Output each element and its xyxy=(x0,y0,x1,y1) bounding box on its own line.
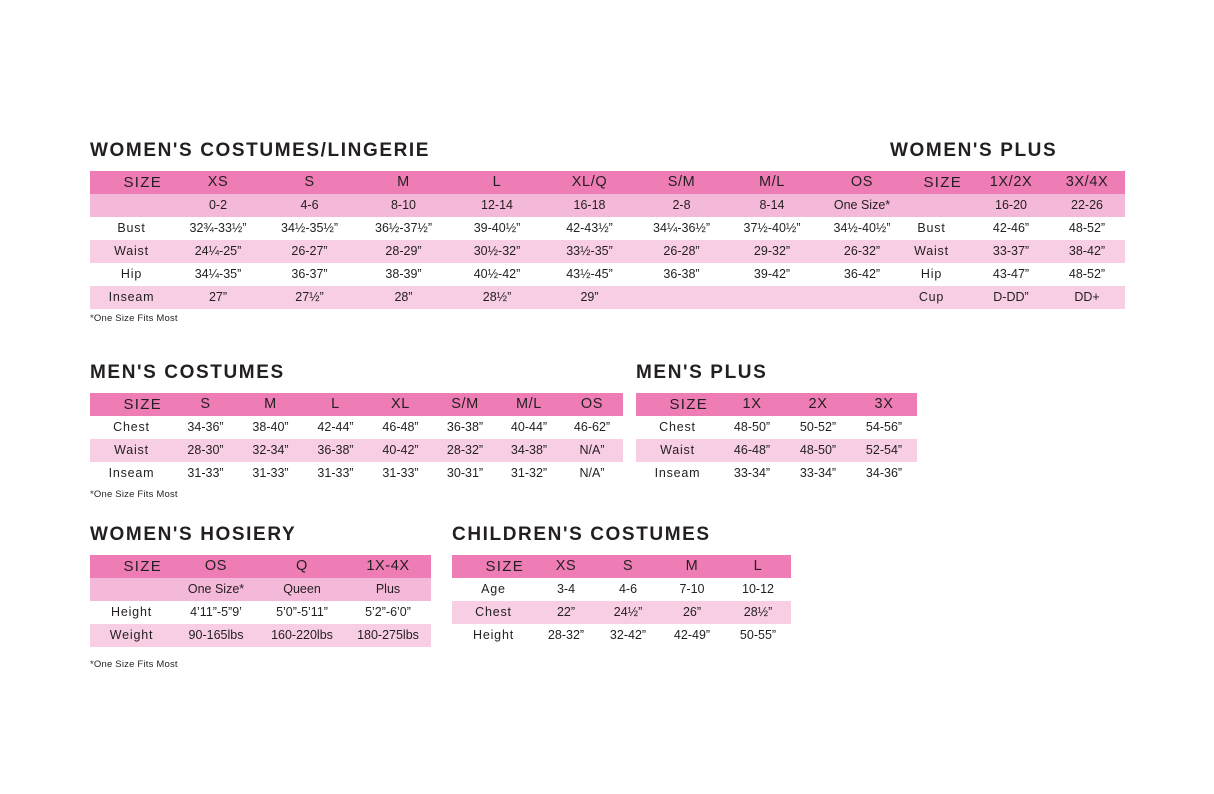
table-header-row xyxy=(890,171,1125,194)
cell: 26-28” xyxy=(636,240,727,263)
cell: 42-49” xyxy=(659,624,725,647)
cell: 38-39” xyxy=(356,263,451,286)
table-subheader-row xyxy=(890,194,1125,217)
cell: 34-36” xyxy=(851,462,917,485)
size-col-m: M xyxy=(659,555,725,578)
size-col-ml: M/L xyxy=(497,393,561,416)
mens-plus-title: MEN'S PLUS xyxy=(636,362,768,383)
row-label-waist: Waist xyxy=(890,240,973,263)
mens-plus-block xyxy=(636,362,917,485)
numeric-col-1x2x: 16-20 xyxy=(973,194,1049,217)
cell: 40½-42” xyxy=(451,263,543,286)
cell: 40-44” xyxy=(497,416,561,439)
table-row xyxy=(636,439,917,462)
numeric-col-xlq: 16-18 xyxy=(543,194,636,217)
cell: N/A” xyxy=(561,462,623,485)
cell: 28-29” xyxy=(356,240,451,263)
cell: 37½-40½” xyxy=(727,217,817,240)
cell: 48-50” xyxy=(785,439,851,462)
cell: 31-33” xyxy=(368,462,433,485)
size-col-1x2x: 1X/2X xyxy=(973,171,1049,194)
row-label-chest: Chest xyxy=(636,416,719,439)
cell: 32-34” xyxy=(238,439,303,462)
womens-costumes-table xyxy=(90,171,907,309)
cell: 30½-32” xyxy=(451,240,543,263)
row-label-waist: Waist xyxy=(90,439,173,462)
table-row xyxy=(90,217,907,240)
cell: 3-4 xyxy=(535,578,597,601)
size-label: SIZE xyxy=(636,393,719,416)
cell: 28-30” xyxy=(173,439,238,462)
row-label-bust: Bust xyxy=(890,217,973,240)
table-row xyxy=(90,462,623,485)
size-col-2x: 2X xyxy=(785,393,851,416)
footnote: *One Size Fits Most xyxy=(90,313,178,324)
cell: 40-42” xyxy=(368,439,433,462)
row-label-hip: Hip xyxy=(890,263,973,286)
cell: 31-33” xyxy=(303,462,368,485)
size-col-m: M xyxy=(238,393,303,416)
numeric-col-ml: 8-14 xyxy=(727,194,817,217)
cell: 10-12 xyxy=(725,578,791,601)
cell: 39-40½” xyxy=(451,217,543,240)
cell: 48-52” xyxy=(1049,263,1125,286)
cell: 43½-45” xyxy=(543,263,636,286)
table-row xyxy=(90,439,623,462)
cell: 46-48” xyxy=(368,416,433,439)
cell: 33½-35” xyxy=(543,240,636,263)
row-label-inseam: Inseam xyxy=(90,286,173,309)
cell: 24½” xyxy=(597,601,659,624)
sub-empty xyxy=(90,194,173,217)
size-label: SIZE xyxy=(90,171,173,194)
cell: 48-52” xyxy=(1049,217,1125,240)
cell: 36-37” xyxy=(263,263,356,286)
sub-empty xyxy=(890,194,973,217)
cell: 31-33” xyxy=(173,462,238,485)
numeric-col-s: 4-6 xyxy=(263,194,356,217)
size-col-s: S xyxy=(597,555,659,578)
cell: 34¼-35” xyxy=(173,263,263,286)
womens-plus-block xyxy=(890,140,1125,309)
cell: 28-32” xyxy=(535,624,597,647)
cell: 5’2”-6’0” xyxy=(345,601,431,624)
cell: 46-62” xyxy=(561,416,623,439)
numeric-col-os: One Size* xyxy=(817,194,907,217)
cell: 33-37” xyxy=(973,240,1049,263)
size-col-l: L xyxy=(725,555,791,578)
womens-plus-title: WOMEN'S PLUS xyxy=(890,140,1058,161)
size-col-3x4x: 3X/4X xyxy=(1049,171,1125,194)
childrens-costumes-title: CHILDREN'S COSTUMES xyxy=(452,524,711,545)
cell: 38-42” xyxy=(1049,240,1125,263)
size-label: SIZE xyxy=(452,555,535,578)
cell: 28-32” xyxy=(433,439,497,462)
cell: 36½-37½” xyxy=(356,217,451,240)
cell: 31-33” xyxy=(238,462,303,485)
cell: 32¾-33½” xyxy=(173,217,263,240)
size-label: SIZE xyxy=(90,555,173,578)
cell: 28½” xyxy=(451,286,543,309)
table-header-row xyxy=(90,393,623,416)
cell: 29-32” xyxy=(727,240,817,263)
cell: 43-47” xyxy=(973,263,1049,286)
sub-col-1x4x: Plus xyxy=(345,578,431,601)
table-row xyxy=(452,601,791,624)
cell: 27½” xyxy=(263,286,356,309)
cell: 5’0”-5’11” xyxy=(259,601,345,624)
cell: 28” xyxy=(356,286,451,309)
table-row xyxy=(890,217,1125,240)
childrens-costumes-table xyxy=(452,555,791,647)
size-col-os: OS xyxy=(561,393,623,416)
cell: 38-40” xyxy=(238,416,303,439)
row-label-waist: Waist xyxy=(90,240,173,263)
size-col-m: M xyxy=(356,171,451,194)
cell: 48-50” xyxy=(719,416,785,439)
cell: 32-42” xyxy=(597,624,659,647)
row-label-bust: Bust xyxy=(90,217,173,240)
size-col-l: L xyxy=(303,393,368,416)
table-subheader-row xyxy=(90,578,431,601)
size-col-ml: M/L xyxy=(727,171,817,194)
cell: 7-10 xyxy=(659,578,725,601)
cell: 26” xyxy=(659,601,725,624)
row-label-hip: Hip xyxy=(90,263,173,286)
size-col-s: S xyxy=(173,393,238,416)
table-row xyxy=(890,263,1125,286)
mens-costumes-block xyxy=(90,362,623,500)
cell: N/A” xyxy=(561,439,623,462)
cell: DD+ xyxy=(1049,286,1125,309)
cell: 22” xyxy=(535,601,597,624)
numeric-col-xs: 0-2 xyxy=(173,194,263,217)
table-row xyxy=(636,462,917,485)
cell: 50-52” xyxy=(785,416,851,439)
table-row xyxy=(452,624,791,647)
size-col-xs: XS xyxy=(535,555,597,578)
cell: 34-38” xyxy=(497,439,561,462)
size-label: SIZE xyxy=(890,171,973,194)
row-label-inseam: Inseam xyxy=(90,462,173,485)
cell: 4-6 xyxy=(597,578,659,601)
row-label-inseam: Inseam xyxy=(636,462,719,485)
cell: 34½-40½” xyxy=(817,217,907,240)
table-row xyxy=(90,416,623,439)
row-label-age: Age xyxy=(452,578,535,601)
cell: 36-38” xyxy=(636,263,727,286)
table-row xyxy=(636,416,917,439)
table-row xyxy=(90,624,431,647)
mens-costumes-table xyxy=(90,393,623,485)
table-row xyxy=(452,578,791,601)
row-label-weight: Weight xyxy=(90,624,173,647)
womens-hosiery-block xyxy=(90,524,431,670)
table-subheader-row xyxy=(90,194,907,217)
size-col-os: OS xyxy=(173,555,259,578)
numeric-col-l: 12-14 xyxy=(451,194,543,217)
cell: 180-275lbs xyxy=(345,624,431,647)
cell: 160-220lbs xyxy=(259,624,345,647)
size-col-xl: XL xyxy=(368,393,433,416)
womens-costumes-title: WOMEN'S COSTUMES/LINGERIE xyxy=(90,140,431,161)
cell: 33-34” xyxy=(719,462,785,485)
mens-plus-table xyxy=(636,393,917,485)
size-col-xs: XS xyxy=(173,171,263,194)
size-col-os: OS xyxy=(817,171,907,194)
numeric-col-sm: 2-8 xyxy=(636,194,727,217)
cell: 39-42” xyxy=(727,263,817,286)
womens-hosiery-title: WOMEN'S HOSIERY xyxy=(90,524,297,545)
size-col-sm: S/M xyxy=(433,393,497,416)
size-col-sm: S/M xyxy=(636,171,727,194)
table-row xyxy=(890,240,1125,263)
footnote: *One Size Fits Most xyxy=(90,489,178,500)
cell: 33-34” xyxy=(785,462,851,485)
row-label-height: Height xyxy=(90,601,173,624)
cell: 36-42” xyxy=(817,263,907,286)
row-label-cup: Cup xyxy=(890,286,973,309)
cell: 31-32” xyxy=(497,462,561,485)
cell: 54-56” xyxy=(851,416,917,439)
womens-hosiery-table xyxy=(90,555,431,647)
childrens-costumes-block xyxy=(452,524,791,647)
size-col-3x: 3X xyxy=(851,393,917,416)
cell: 26-27” xyxy=(263,240,356,263)
cell: 28½” xyxy=(725,601,791,624)
cell: 34¼-36½” xyxy=(636,217,727,240)
cell: D-DD” xyxy=(973,286,1049,309)
size-col-xlq: XL/Q xyxy=(543,171,636,194)
cell: 42-44” xyxy=(303,416,368,439)
size-col-l: L xyxy=(451,171,543,194)
numeric-col-3x4x: 22-26 xyxy=(1049,194,1125,217)
sub-empty xyxy=(90,578,173,601)
cell: 27” xyxy=(173,286,263,309)
cell xyxy=(727,286,817,309)
cell: 42-43½” xyxy=(543,217,636,240)
cell: 24¼-25” xyxy=(173,240,263,263)
size-col-s: S xyxy=(263,171,356,194)
row-label-waist: Waist xyxy=(636,439,719,462)
table-row xyxy=(90,601,431,624)
row-label-chest: Chest xyxy=(90,416,173,439)
cell: 52-54” xyxy=(851,439,917,462)
cell: 42-46” xyxy=(973,217,1049,240)
cell: 46-48” xyxy=(719,439,785,462)
cell: 26-32” xyxy=(817,240,907,263)
size-label: SIZE xyxy=(90,393,173,416)
numeric-col-m: 8-10 xyxy=(356,194,451,217)
cell xyxy=(636,286,727,309)
size-col-1x4x: 1X-4X xyxy=(345,555,431,578)
table-row xyxy=(90,240,907,263)
womens-plus-table xyxy=(890,171,1125,309)
womens-costumes-block xyxy=(90,140,907,324)
table-header-row xyxy=(636,393,917,416)
cell: 36-38” xyxy=(433,416,497,439)
table-header-row xyxy=(90,555,431,578)
cell: 4’11”-5”9’ xyxy=(173,601,259,624)
cell: 34-36” xyxy=(173,416,238,439)
cell: 90-165lbs xyxy=(173,624,259,647)
row-label-height: Height xyxy=(452,624,535,647)
mens-costumes-title: MEN'S COSTUMES xyxy=(90,362,285,383)
cell: 34½-35½” xyxy=(263,217,356,240)
cell: 30-31” xyxy=(433,462,497,485)
footnote: *One Size Fits Most xyxy=(90,659,178,670)
table-header-row xyxy=(90,171,907,194)
cell: 50-55” xyxy=(725,624,791,647)
size-col-1x: 1X xyxy=(719,393,785,416)
table-row xyxy=(90,286,907,309)
cell: 29” xyxy=(543,286,636,309)
sub-col-os: One Size* xyxy=(173,578,259,601)
row-label-chest: Chest xyxy=(452,601,535,624)
cell: 36-38” xyxy=(303,439,368,462)
table-row xyxy=(90,263,907,286)
size-col-q: Q xyxy=(259,555,345,578)
table-header-row xyxy=(452,555,791,578)
table-row xyxy=(890,286,1125,309)
sub-col-q: Queen xyxy=(259,578,345,601)
